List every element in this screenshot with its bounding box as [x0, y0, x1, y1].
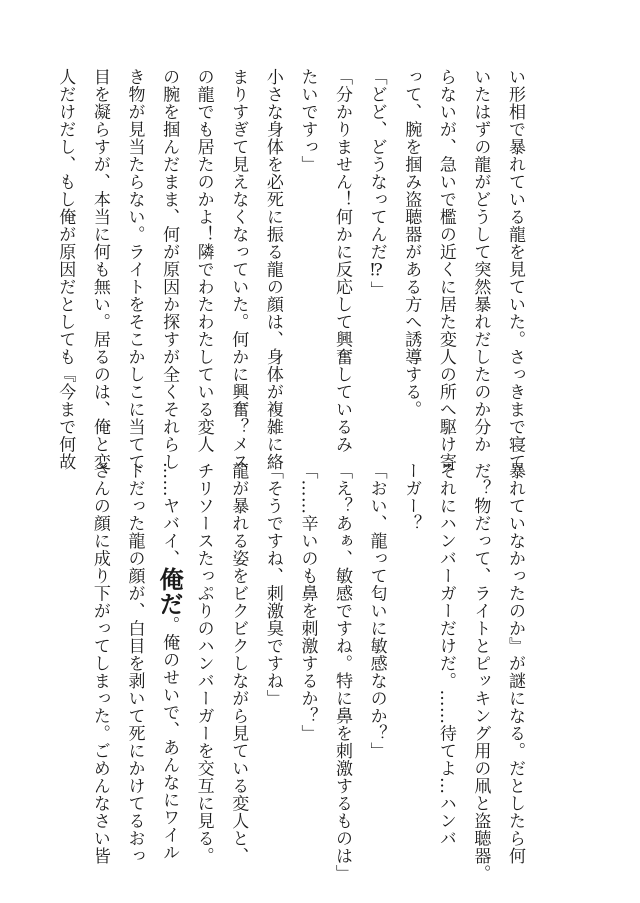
lower-text-block — [89, 462, 532, 882]
text-fragment: ……ヤバイ、 — [159, 462, 180, 567]
dialogue-line: 「え？あぁ、敏感ですね。特に鼻を刺激するものは」 — [332, 462, 353, 882]
text-line: い形相で暴れている龍を見ていた。さっきまで寝て — [505, 68, 525, 471]
text-line: 暴れていなかったのか』が謎になる。だとしたら何 — [505, 462, 525, 865]
text-line: らないが、急いで檻の近くに居た変人の所へ駆け寄 — [435, 68, 456, 471]
text-fragment: 。俺のせいで、あんなにワイル — [159, 616, 180, 861]
dialogue-line: 「どど、どうなってんだ⁉」 — [366, 68, 387, 299]
text-line: チリソースたっぷりのハンバーガーを交互に見る。 — [193, 462, 214, 865]
upper-text-block — [55, 68, 532, 471]
text-line: まりすぎて見えなくなっていた。何かに興奮？メス — [228, 68, 249, 471]
dialogue-line: 「おい、龍って匂いに敏感なのか？」 — [366, 462, 387, 760]
text-line: 目を凝らすが、本当に何も無い。居るのは、俺と変 — [89, 68, 110, 471]
emphasized-word: 俺だ — [155, 567, 185, 616]
text-line: さんの顔に成り下がってしまった。ごめんなさい皆 — [89, 462, 110, 865]
text-line: って、腕を掴み盗聴器がある方へ誘導する。 — [401, 68, 422, 418]
dialogue-line: たいですっ」 — [297, 68, 318, 173]
text-line: それにハンバーガーだけだ。……待てよ…ハンバ — [435, 462, 456, 847]
text-line: き物が見当たらない。ライトをそこかしこに当てて — [124, 68, 145, 471]
text-line: 小さな身体を必死に振る龍の顔は、身体が複雑に絡 — [262, 68, 283, 471]
text-line: いたはずの龍がどうして突然暴れだしたのか分か — [470, 68, 491, 453]
text-line: ーガー？ — [401, 462, 422, 532]
dialogue-line: 「分かりません！何かに反応して興奮しているみ — [332, 68, 353, 453]
dialogue-line: 「そうですね、刺激臭ですね」 — [262, 462, 283, 707]
text-line: だ？物だって、ライトとピッキング用の凧と盗聴器。 — [470, 462, 491, 882]
text-line: 龍が暴れる姿をビクビクしながら見ている変人と、 — [228, 462, 249, 865]
text-line: 人だけだし、もし俺が原因だとしても『今まで何故 — [55, 68, 76, 471]
text-line: ドだった龍の顔が、白目を剥いて死にかけてるおっ — [124, 462, 145, 865]
emphasis-text-line — [151, 462, 186, 861]
text-line: の腕を掴んだまま、何が原因か探すが全くそれらし — [159, 68, 180, 471]
dialogue-line: 「……辛いのも鼻を刺激するか？」 — [297, 462, 318, 742]
text-line: の龍でも居たのかよ！隣でわたわたしている変人 — [193, 68, 214, 453]
